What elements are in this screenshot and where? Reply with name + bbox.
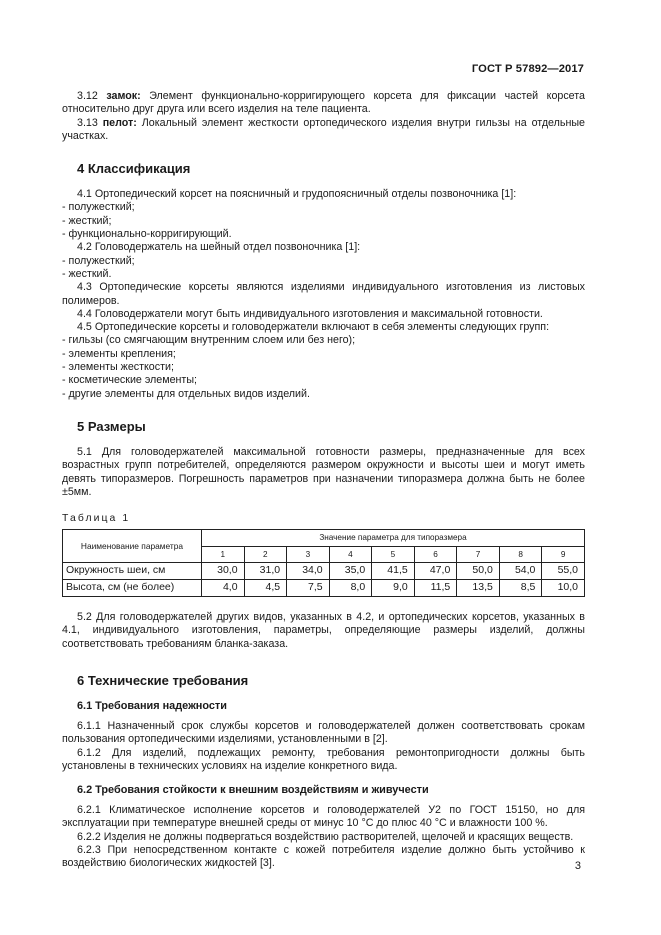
list-line: - косметические элементы; [62,374,197,387]
table-header-row [63,530,585,546]
list-line: 4.1 Ортопедический корсет на поясничный и грудопоясничный отделы позвоночника [1]: [77,188,517,201]
section-heading-5: 5 Размеры [77,418,146,434]
row-name: Высота, см (не более) [63,580,202,597]
table-cell: 47,0 [414,563,457,580]
table-cell: 4,0 [202,580,245,597]
size-header: 1 [202,546,245,562]
clause-text: Локальный элемент жесткости ортопедического изделия внутри гильзы на отдельные участках. [62,116,585,142]
table-cell: 30,0 [202,563,245,580]
clause-term: пелот: [102,116,137,129]
table-title: Таблица 1 [62,513,131,525]
clause-5-1: 5.1 Для головодержателей максимальной готовности размеры, предназначенные для всех возрастных групп потребителей, определяются размером окружности и высоты шеи и могут иметь девять типоразмеров. Погрешность параметров при назначении типоразмера должна быть не более ±5мм. [62,445,585,498]
clause-6-2-1: 6.2.1 Климатическое исполнение корсетов и головодержателей У2 по ГОСТ 15150, но для эксплуатации при температуре внешней среды от минус 10 °С до плюс 40 °С и влажности 100 %. [62,804,585,830]
section-heading-6: 6 Технические требования [77,672,249,688]
list-line: 4.5 Ортопедические корсеты и головодержатели включают в себя элементы следующих групп: [77,321,550,334]
table-row [63,580,585,597]
size-header: 8 [499,546,542,562]
table-cell: 10,0 [542,580,585,597]
table-cell: 11,5 [414,580,457,597]
param-name-header: Наименование параметра [63,530,202,563]
list-line: 4.4 Головодержатели могут быть индивидуального изготовления и максимальной готовности. [77,307,543,320]
page-number: 3 [574,860,581,872]
size-header: 5 [372,546,415,562]
size-header: 2 [244,546,287,562]
size-header: 6 [414,546,457,562]
clause-6-2-3: 6.2.3 При непосредственном контакте с кожей потребителя изделие должно быть устойчиво к воздействию биологических жидкостей [3]. [62,843,585,870]
sizes-table [62,529,585,597]
table-row [63,563,585,580]
list-line: - полужесткий; [62,201,135,214]
size-header: 4 [329,546,372,562]
size-header: 9 [542,546,585,562]
list-line: - элементы крепления; [62,347,176,360]
clause-5-2: 5.2 Для головодержателей других видов, указанных в 4.2, и ортопедических корсетов, указанных в 4.1, индивидуального изготовления, параметры, определяющие размеры изделий, должны соответствовать требованиям бланка-заказа. [62,611,585,650]
clause-6-1-1: 6.1.1 Назначенный срок службы корсетов и головодержателей должен соответствовать срокам пользования ортопедическими изделиями, установленными в [2]. [62,719,585,746]
clause-term: замок: [106,90,141,102]
page-content [62,90,585,871]
clause-6-1-2: 6.1.2 Для изделий, подлежащих ремонту, требования ремонтопригодности должны быть установлены в технических условиях на изделие конкретного вида. [62,746,585,772]
table-cell: 8,0 [329,580,372,597]
table-cell: 9,0 [372,580,415,597]
list-line: - жесткий; [62,214,112,227]
table-cell: 34,0 [287,563,330,580]
table-cell: 31,0 [244,563,287,580]
clause-3-13 [62,117,585,144]
table-cell: 50,0 [457,563,500,580]
size-group-header: Значение параметра для типоразмера [202,530,585,546]
row-name: Окружность шеи, см [63,563,202,580]
table-cell: 8,5 [499,580,542,597]
subsection-heading-6-1: 6.1 Требования надежности [77,699,227,712]
list-line: - элементы жесткости; [62,361,174,374]
list-line: - жесткий. [62,267,112,280]
table-cell: 13,5 [457,580,500,597]
section-heading-4: 4 Классификация [77,161,191,177]
table-cell: 41,5 [372,563,415,580]
list-line: - гильзы (со смягчающим внутренним слоем или без него); [62,334,356,347]
clause-number: 3.13 [77,116,103,129]
table-cell: 7,5 [287,580,330,597]
clause-3-12 [62,90,585,117]
size-header: 7 [457,546,500,562]
table-cell: 54,0 [499,563,542,580]
list-line: - другие элементы для отдельных видов изделий. [62,387,310,400]
list-line: - полужесткий; [62,254,135,267]
clause-number: 3.12 [77,90,107,102]
table-cell: 55,0 [542,563,585,580]
size-header: 3 [287,546,330,562]
table-cell: 4,5 [244,580,287,597]
table-cell: 35,0 [329,563,372,580]
clause-6-2-2: 6.2.2 Изделия не должны подвергаться воздействию растворителей, щелочей и красящих веществ. [77,830,574,843]
list-line: 4.3 Ортопедические корсеты являются изделиями индивидуального изготовления из листовых полимеров. [62,281,585,307]
list-line: - функционально-корригирующий. [62,228,232,241]
subsection-heading-6-2: 6.2 Требования стойкости к внешним воздействиям и живучести [77,784,429,797]
standard-header: ГОСТ Р 57892—2017 [471,63,584,75]
list-line: 4.2 Головодержатель на шейный отдел позвоночника [1]: [77,241,361,254]
clause-text: Элемент функционально-корригирующего корсета для фиксации частей корсета относительно друг друга или всего изделия на теле пациента. [62,90,585,116]
